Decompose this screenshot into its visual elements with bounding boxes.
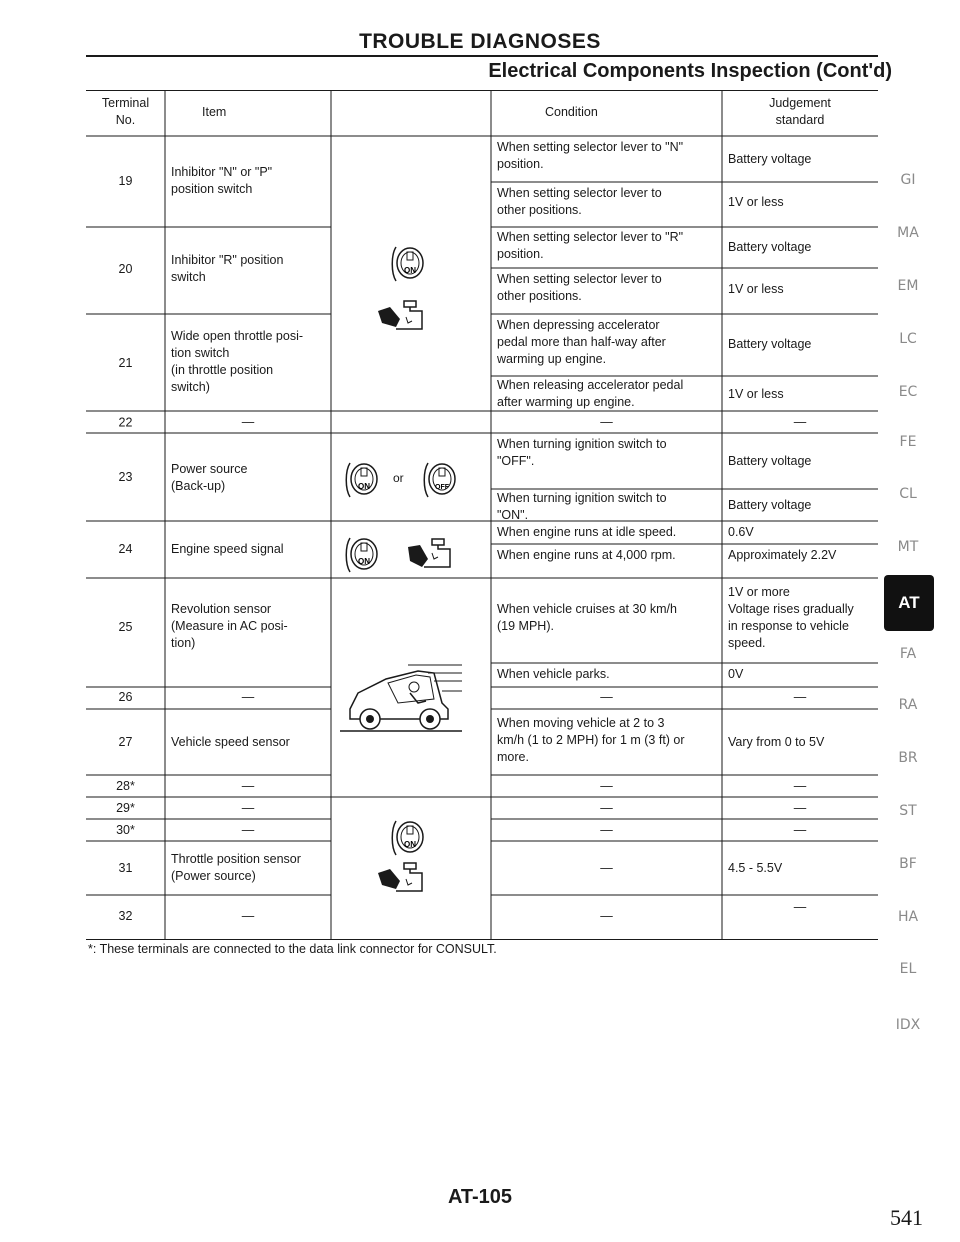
- item-text: —: [241, 415, 255, 429]
- side-tab-idx[interactable]: IDX: [895, 1017, 921, 1033]
- inspection-table: [86, 90, 878, 940]
- footnote: *: These terminals are connected to the data link connector for CONSULT.: [88, 942, 497, 956]
- side-tab-fa[interactable]: FA: [899, 646, 917, 662]
- ignition-on-label: ON: [358, 482, 370, 491]
- or-text: or: [393, 471, 404, 485]
- condition-text: When setting selector lever to other positions.: [497, 272, 662, 303]
- condition-text: When turning ignition switch to "OFF".: [497, 437, 667, 468]
- condition-text: When releasing accelerator pedal after warming up engine.: [497, 378, 684, 409]
- condition-text: —: [600, 909, 613, 923]
- judgement-text: Battery voltage: [728, 498, 812, 512]
- condition-text: When engine runs at idle speed.: [497, 525, 677, 539]
- engine-running-icon: [404, 537, 454, 571]
- item-text: —: [241, 909, 255, 923]
- judgement-text: Vary from 0 to 5V: [728, 735, 825, 749]
- side-tab-el[interactable]: EL: [899, 961, 917, 977]
- judgement-text: 0V: [728, 667, 744, 681]
- ignition-on-label: ON: [404, 266, 416, 275]
- judgement-text: —: [793, 415, 807, 429]
- vehicle-driving-icon: [338, 663, 466, 735]
- accelerator-pedal-icon: [376, 861, 426, 895]
- condition-text: When setting selector lever to "N" position.: [497, 140, 684, 171]
- judgement-text: 1V or more Voltage rises gradually in response to vehicle speed.: [728, 585, 854, 650]
- terminal-no: 29*: [116, 801, 135, 815]
- ignition-on-label: ON: [358, 557, 370, 566]
- terminal-no: 26: [118, 690, 133, 704]
- side-tab-ec[interactable]: EC: [898, 384, 918, 400]
- terminal-no: 21: [118, 356, 133, 370]
- condition-text: —: [600, 779, 613, 793]
- judgement-text: —: [793, 690, 807, 704]
- col-terminal-header: Terminal No.: [101, 96, 150, 127]
- side-tab-mt[interactable]: MT: [897, 539, 919, 555]
- ignition-on-label: ON: [404, 840, 416, 849]
- condition-text: When setting selector lever to "R" position.: [497, 230, 684, 261]
- condition-text: When setting selector lever to other positions.: [497, 186, 662, 217]
- side-tab-bf[interactable]: BF: [899, 856, 917, 872]
- item-text: Revolution sensor (Measure in AC posi- tion): [171, 602, 288, 650]
- condition-text: When vehicle parks.: [497, 667, 610, 681]
- item-text: Throttle position sensor (Power source): [171, 852, 301, 883]
- condition-text: —: [600, 415, 613, 429]
- terminal-no: 31: [118, 861, 133, 875]
- col-condition-header: Condition: [545, 105, 598, 119]
- judgement-text: Battery voltage: [728, 454, 812, 468]
- side-tab-ha[interactable]: HA: [897, 909, 919, 925]
- judgement-text: 0.6V: [728, 525, 754, 539]
- ignition-on-icon: [342, 534, 384, 576]
- judgement-text: —: [793, 801, 807, 815]
- section-subtitle: Electrical Components Inspection (Cont'd): [488, 60, 892, 82]
- item-text: Vehicle speed sensor: [171, 735, 290, 749]
- page-code: AT-105: [447, 1186, 513, 1208]
- terminal-no: 23: [118, 470, 133, 484]
- side-tab-at[interactable]: AT: [884, 575, 934, 631]
- ignition-on-icon: [388, 243, 430, 285]
- judgement-text: Battery voltage: [728, 152, 812, 166]
- item-text: Engine speed signal: [171, 542, 284, 556]
- terminal-no: 25: [118, 620, 133, 634]
- header-rule: [86, 55, 878, 57]
- item-text: —: [241, 690, 255, 704]
- judgement-text: —: [793, 900, 807, 914]
- judgement-text: —: [793, 779, 807, 793]
- terminal-no: 22: [118, 415, 133, 430]
- judgement-text: Battery voltage: [728, 240, 812, 254]
- side-tab-cl[interactable]: CL: [899, 486, 917, 502]
- side-tab-ma[interactable]: MA: [897, 225, 919, 241]
- accelerator-pedal-icon: [376, 299, 426, 333]
- ignition-off-label: OFF: [435, 484, 449, 491]
- side-tab-lc[interactable]: LC: [899, 331, 917, 347]
- terminal-no: 19: [118, 174, 133, 188]
- item-text: —: [241, 801, 255, 815]
- condition-text: —: [600, 861, 613, 875]
- side-tab-st[interactable]: ST: [899, 803, 917, 819]
- item-text: Inhibitor "N" or "P" position switch: [171, 165, 273, 196]
- side-tab-em[interactable]: EM: [897, 278, 919, 294]
- condition-text: When vehicle cruises at 30 km/h (19 MPH).: [497, 602, 677, 633]
- terminal-no: 32: [118, 909, 133, 923]
- condition-text: When moving vehicle at 2 to 3 km/h (1 to 2 MPH) for 1 m (3 ft) or more.: [497, 716, 685, 764]
- col-item-header: Item: [202, 105, 227, 119]
- ignition-off-icon: [420, 459, 462, 501]
- judgement-text: 1V or less: [728, 195, 784, 209]
- page-title: TROUBLE DIAGNOSES: [359, 30, 601, 53]
- condition-text: —: [600, 823, 613, 837]
- item-text: —: [241, 779, 255, 793]
- judgement-text: 1V or less: [728, 387, 784, 401]
- judgement-text: 1V or less: [728, 282, 784, 296]
- condition-text: When engine runs at 4,000 rpm.: [497, 548, 676, 562]
- item-text: —: [241, 823, 255, 837]
- item-text: Power source (Back-up): [171, 462, 248, 493]
- judgement-text: Approximately 2.2V: [728, 548, 837, 562]
- side-tab-gi[interactable]: GI: [900, 172, 916, 188]
- page-number: 541: [890, 1205, 923, 1230]
- terminal-no: 30*: [116, 823, 135, 837]
- side-tab-fe[interactable]: FE: [899, 434, 917, 450]
- condition-text: —: [600, 801, 613, 815]
- terminal-no: 20: [118, 262, 133, 276]
- judgement-text: Battery voltage: [728, 337, 812, 351]
- side-tab-ra[interactable]: RA: [898, 697, 918, 713]
- item-text: Wide open throttle posi- tion switch (in throttle position switch): [171, 329, 304, 394]
- terminal-no: 27: [118, 735, 133, 749]
- judgement-text: 4.5 - 5.5V: [728, 861, 783, 875]
- ignition-on-icon: [388, 817, 430, 859]
- ignition-on-icon: [342, 459, 384, 501]
- side-tab-br[interactable]: BR: [898, 750, 918, 766]
- condition-text: When depressing accelerator pedal more than half-way after warming up engine.: [497, 318, 666, 366]
- condition-text: When turning ignition switch to "ON".: [497, 491, 667, 522]
- judgement-text: —: [793, 823, 807, 837]
- condition-text: —: [600, 690, 613, 704]
- terminal-no: 24: [118, 542, 133, 556]
- col-judgement-header: Judgement standard: [769, 96, 831, 127]
- terminal-no: 28*: [116, 779, 135, 793]
- item-text: Inhibitor "R" position switch: [171, 253, 284, 284]
